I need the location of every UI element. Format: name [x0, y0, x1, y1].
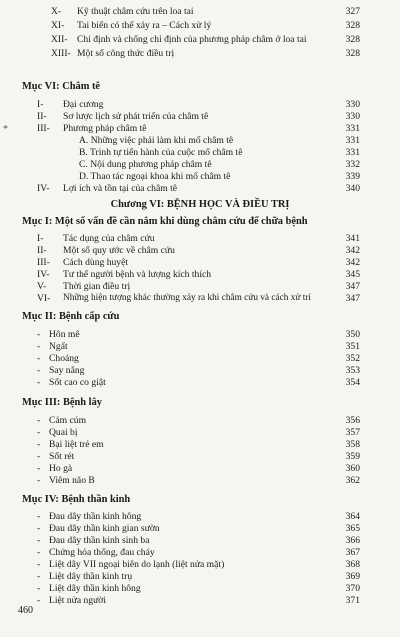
toc-row: - Cảm cúm 356 — [37, 415, 360, 426]
toc-row: IV- Lợi ích và tồn tại của châm tê 340 — [37, 183, 360, 194]
toc-row: - Hôn mê 350 — [37, 329, 360, 340]
toc-row: V- Thời gian điều trị 347 — [37, 281, 360, 292]
section-heading: Mục II: Bệnh cấp cứu — [22, 311, 120, 322]
toc-row: III- Phương pháp châm tê 331 — [37, 123, 360, 134]
toc-row: VI- Những hiện tượng khác thường xảy ra khi châm cứu và cách xử trí 347 — [37, 293, 360, 304]
toc-row: - Liệt dây thần kinh hông 370 — [37, 583, 360, 594]
section-heading: Mục IV: Bệnh thần kinh — [22, 494, 131, 505]
toc-row: - Sốt rét 359 — [37, 451, 360, 462]
margin-mark: * — [3, 124, 8, 135]
toc-row: II- Một số quy ước về châm cứu 342 — [37, 245, 360, 256]
toc-row: A. Những việc phải làm khi mổ châm tê 331 — [79, 135, 360, 146]
toc-row: - Say nắng 353 — [37, 365, 360, 376]
toc-row: XI- Tai biến có thể xảy ra – Cách xử lý 328 — [51, 20, 360, 31]
toc-row: II- Sơ lược lịch sử phát triển của châm tê 330 — [37, 111, 360, 122]
toc-row: - Liệt dây thần kinh trụ 369 — [37, 571, 360, 582]
toc-row: - Đau dây thần kinh hông 364 — [37, 511, 360, 522]
toc-row: III- Cách dùng huyệt 342 — [37, 257, 360, 268]
toc-row: XIII- Một số công thức điều trị 328 — [51, 48, 360, 59]
toc-row: XII- Chỉ định và chống chỉ định của phương pháp châm ở loa tai 328 — [51, 34, 360, 45]
toc-row: X- Kỹ thuật châm cứu trên loa tai 327 — [51, 6, 360, 17]
section-heading: Mục VI: Châm tê — [22, 81, 101, 92]
section-heading: Mục I: Một số vấn đề cần nắm khi dùng châm cứu để chữa bệnh — [22, 216, 308, 227]
toc-row: - Choáng 352 — [37, 353, 360, 364]
toc-row: - Liệt nửa người 371 — [37, 595, 360, 606]
toc-row: - Ngất 351 — [37, 341, 360, 352]
toc-row: - Sốt cao co giật 354 — [37, 377, 360, 388]
page-number: 460 — [18, 605, 33, 616]
toc-row: - Liệt dây VII ngoại biên do lạnh (liệt nửa mặt) 368 — [37, 559, 360, 570]
toc-row: I- Tác dụng của châm cứu 341 — [37, 233, 360, 244]
toc-row: - Chứng hỏa thống, đau cháy 367 — [37, 547, 360, 558]
section-heading: Mục III: Bệnh lây — [22, 397, 102, 408]
toc-row: B. Trình tự tiến hành của cuộc mổ châm tê 331 — [79, 147, 360, 158]
toc-row: - Bại liệt trẻ em 358 — [37, 439, 360, 450]
toc-row: IV- Tư thế người bệnh và lượng kích thích 345 — [37, 269, 360, 280]
toc-row: - Quai bị 357 — [37, 427, 360, 438]
toc-row: I- Đại cương 330 — [37, 99, 360, 110]
toc-row: - Ho gà 360 — [37, 463, 360, 474]
toc-row: C. Nội dung phương pháp châm tê 332 — [79, 159, 360, 170]
toc-row: D. Thao tác ngoại khoa khi mổ châm tê 339 — [79, 171, 360, 182]
toc-row: - Đau dây thần kinh sinh ba 366 — [37, 535, 360, 546]
toc-row: - Viêm não B 362 — [37, 475, 360, 486]
chapter-title: Chương VI: BỆNH HỌC VÀ ĐIỀU TRỊ — [110, 199, 290, 210]
toc-row: - Đau dây thần kinh gian sườn 365 — [37, 523, 360, 534]
